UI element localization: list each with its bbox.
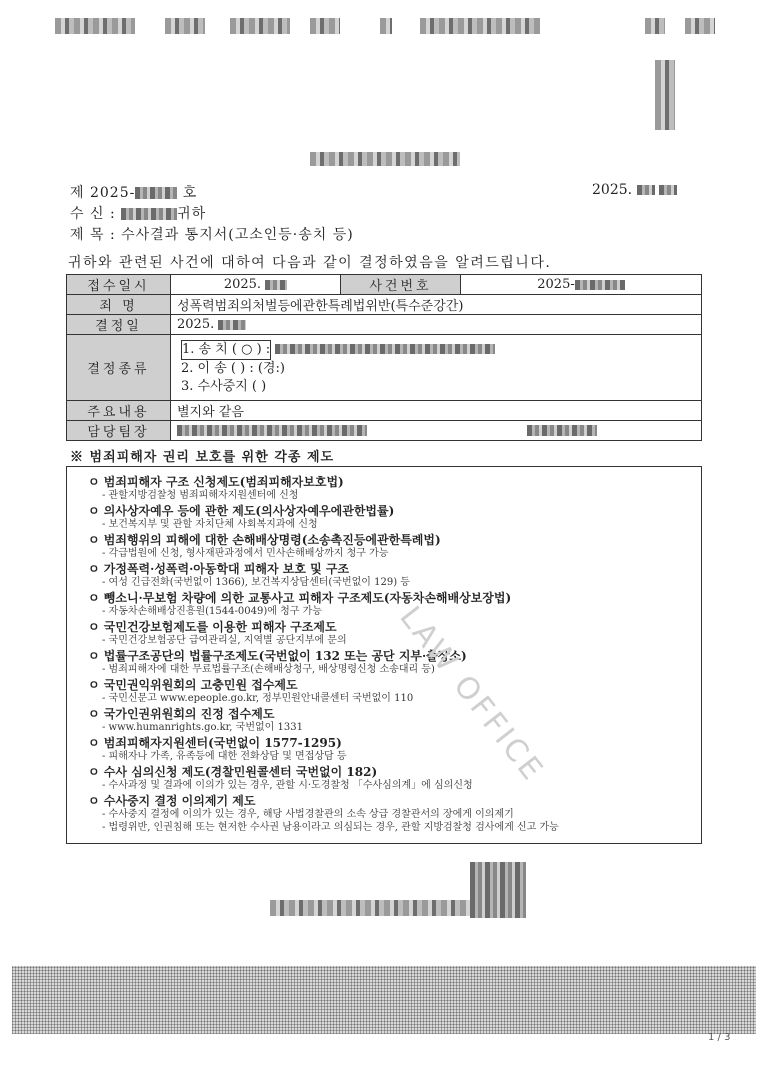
recipient: 수 신 : 귀하 [70, 206, 207, 222]
decision-type-label: 결정종류 [67, 335, 171, 401]
system-11: ㅇ 수사 심의신청 제도(경찰민원콜센터 국번없이 182) - 수사과정 및 결과에 이의가 있는 경우, 관할 시·도경찰청 「수사심의계」에 심의신청 [88, 765, 473, 791]
system-2: ㅇ 의사상자예우 등에 관한 제도(의사상자예우에관한법률) - 보건복지부 및 관할 자치단체 사회복지과에 신청 [88, 504, 395, 530]
case-no-value: 2025- [461, 275, 702, 295]
page-number: 1 / 3 [708, 1032, 731, 1043]
charge-label: 죄 명 [67, 295, 171, 315]
intro-text: 귀하와 관련된 사건에 대하여 다음과 같이 결정하였음을 알려드립니다. [68, 255, 552, 271]
official-seal [470, 862, 526, 918]
law-office-watermark: LAW OFFICE [392, 600, 551, 789]
summary-label: 주요내용 [67, 401, 171, 421]
system-6: ㅇ 국민건강보험제도를 이용한 피해자 구조제도 - 국민건강보험공단 급여관리실, 지역별 공단지부에 문의 [88, 620, 347, 646]
officer-label: 담당팀장 [67, 421, 171, 441]
system-4: ㅇ 가정폭력·성폭력·아동학대 피해자 보호 및 구조 - 여성 긴급전화(국번없이 1366), 보건복지상담센터(국번없이 129) 등 [88, 562, 410, 588]
doc-date: 2025. [592, 182, 677, 198]
fax-header [55, 18, 715, 38]
received-label: 접수일시 [67, 275, 171, 295]
section-title: ※ 범죄피해자 권리 보호를 위한 각종 제도 [70, 450, 335, 465]
charge-value: 성폭력범죄의처벌등에관한특례법위반(특수준강간) [171, 295, 702, 315]
decision-option-transfer: 1. 송 치 ( ○ ) : [181, 340, 695, 360]
decision-date-label: 결정일 [67, 315, 171, 335]
system-9: ㅇ 국가인권위원회의 진정 접수제도 - www.humanrights.go.kr, 국번없이 1331 [88, 707, 303, 733]
system-10: ㅇ 범죄피해자지원센터(국번없이 1577-1295) - 피해자나 가족, 유족등에 대한 전화상담 및 면접상담 등 [88, 736, 347, 762]
system-7: ㅇ 법률구조공단의 법률구조제도(국번없이 132 또는 공단 지부·출장소) - 범죄피해자에 대한 무료법률구조(손해배상청구, 배상명령신청 소송대리 등) [88, 649, 467, 675]
decision-option-move: 2. 이 송 ( ) : (경:) [181, 360, 285, 376]
system-12: ㅇ 수사중지 결정 이의제기 제도 - 수사중지 결정에 이의가 있는 경우, 해당 사법경찰관의 소속 상급 경찰관서의 장에게 이의제기 - 법령위반, 인권침해 또는 현저한 수사권 남용이라고 의심되는 경우, 관할 지방검찰청 검사에게 신고 가능 [88, 794, 559, 833]
subject: 제 목 : 수사결과 통지서(고소인등·송치 등) [70, 227, 354, 243]
received-value: 2025. [171, 275, 341, 295]
system-3: ㅇ 범죄행위의 피해에 대한 손해배상명령(소송촉진등에관한특례법) - 각급법원에 신청, 형사재판과정에서 민사손해배상까지 청구 가능 [88, 533, 441, 559]
issuing-agency [310, 152, 460, 166]
result-table [66, 274, 702, 441]
fax-side-mark [655, 60, 675, 130]
doc-number: 제 2025- 호 [70, 185, 198, 201]
decision-option-suspend: 3. 수사중지 ( ) [181, 378, 267, 394]
officer-value [171, 421, 702, 441]
footer-noise [12, 966, 756, 1034]
system-8: ㅇ 국민권익위원회의 고충민원 접수제도 - 국민신문고 www.epeople.go.kr, 정부민원안내콜센터 국번없이 110 [88, 678, 414, 704]
case-no-label: 사건번호 [341, 275, 461, 295]
decision-options [171, 335, 702, 401]
system-1: ㅇ 범죄피해자 구조 신청제도(범죄피해자보호법) - 관할지방검찰청 범죄피해자지원센터에 신청 [88, 475, 344, 501]
decision-date-value: 2025. [171, 315, 702, 335]
summary-value: 별지와 같음 [171, 401, 702, 421]
system-5: ㅇ 뺑소니·무보험 차량에 의한 교통사고 피해자 구조제도(자동차손해배상보장법) - 자동차손해배상진흥원(1544-0049)에 청구 가능 [88, 591, 512, 617]
